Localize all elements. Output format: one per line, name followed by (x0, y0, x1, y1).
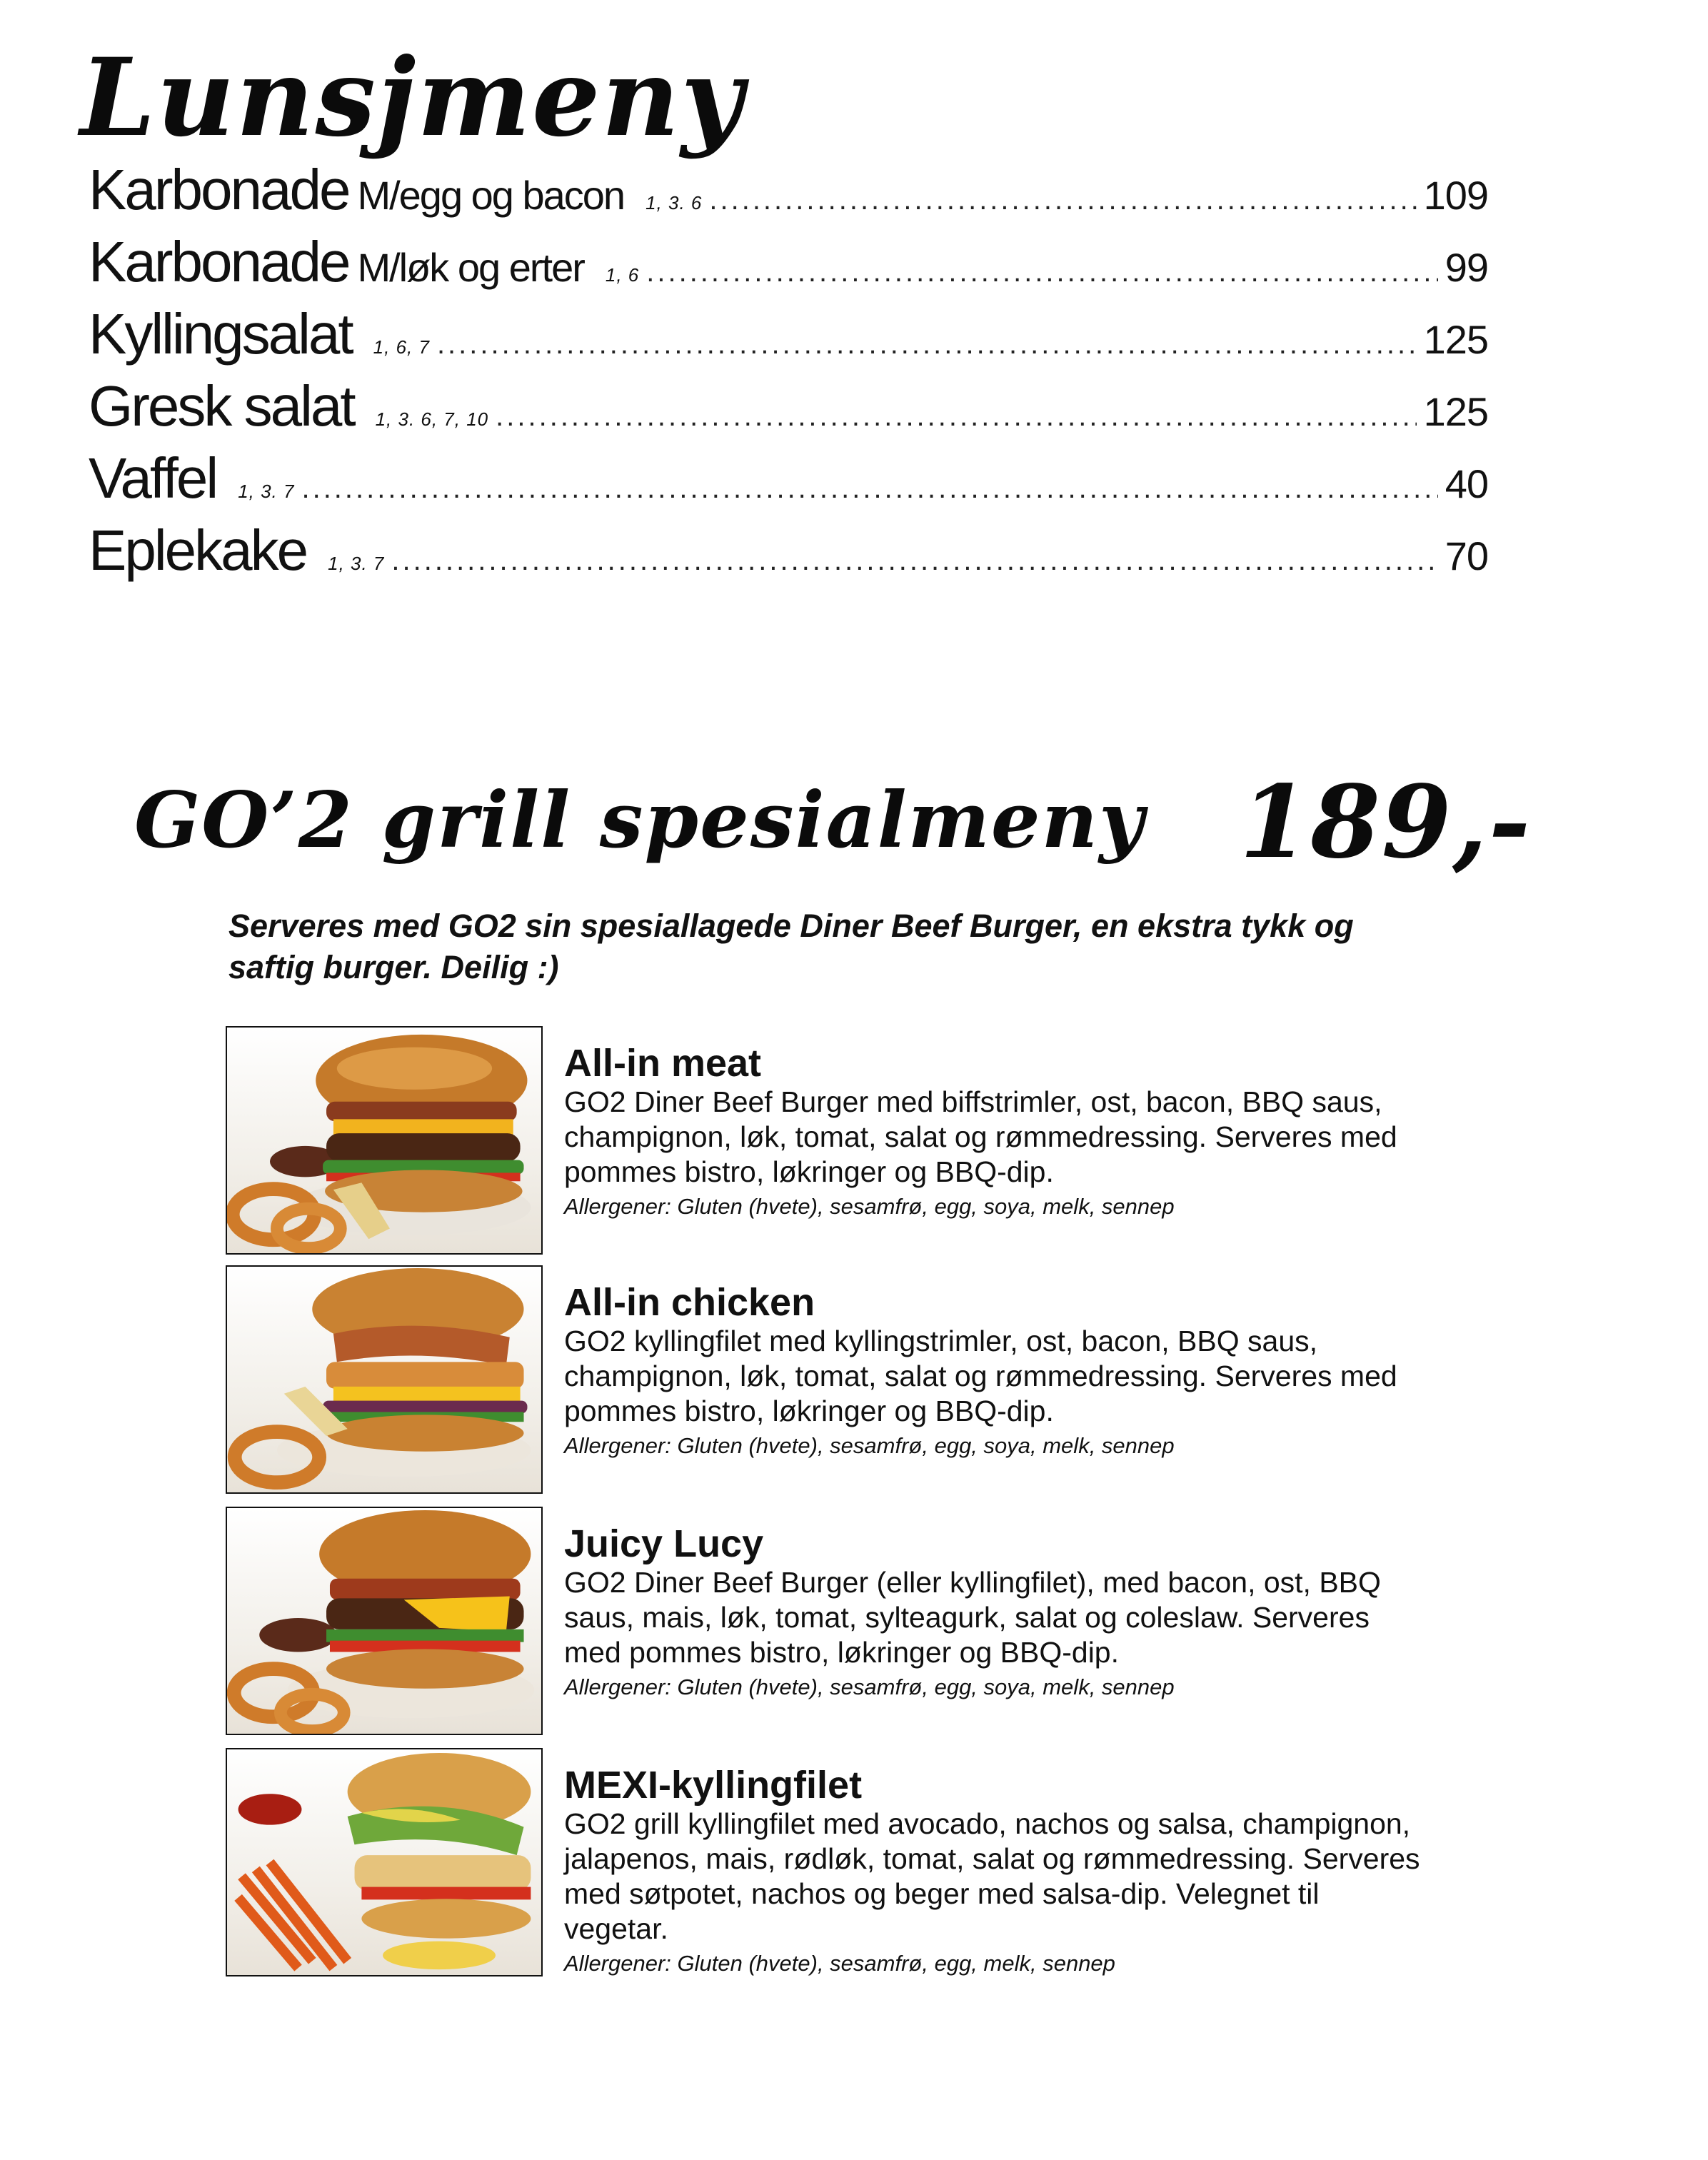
special-item (226, 1026, 1440, 1257)
lunsj-title: Lunsjmeny (80, 35, 745, 161)
burger-illustration (227, 1508, 541, 1734)
menu-item-allergens: 1, 3. 7 (328, 553, 385, 574)
burger-mexi-photo (226, 1748, 543, 1976)
menu-item-allergens: 1, 3. 6, 7, 10 (375, 408, 489, 430)
special-item-allergens: Allergener: Gluten (hvete), sesamfrø, egg, melk, sennep (564, 1951, 1115, 1976)
menu-item-name: Vaffel (89, 446, 217, 510)
menu-item-allergens: 1, 6, 7 (373, 336, 430, 358)
dot-leader (391, 545, 1437, 577)
burger-beef-photo (226, 1026, 543, 1255)
special-item-text (564, 1522, 1421, 1704)
burger-chicken-photo (226, 1265, 543, 1494)
special-item-text (564, 1281, 1421, 1463)
special-item-allergens: Allergener: Gluten (hvete), sesamfrø, egg, soya, melk, sennep (564, 1194, 1175, 1219)
menu-row (89, 301, 1488, 373)
menu-row (89, 373, 1488, 446)
special-item-title: All-in chicken (564, 1281, 815, 1324)
special-item (226, 1507, 1440, 1738)
menu-item-price: 40 (1445, 461, 1488, 506)
special-item-allergens: Allergener: Gluten (hvete), sesamfrø, egg, soya, melk, sennep (564, 1433, 1175, 1458)
menu-item-price: 125 (1423, 389, 1488, 434)
burger-illustration (227, 1028, 541, 1253)
special-item-body: GO2 Diner Beef Burger (eller kyllingfilet), med bacon, ost, BBQ saus, mais, løk, tomat, sylteagurk, salat og coleslaw. Serveres med pommes bistro, løkringer og BBQ-dip. (564, 1566, 1381, 1669)
menu-item-price: 125 (1423, 317, 1488, 362)
special-item-body: GO2 kyllingfilet med kyllingstrimler, ost, bacon, BBQ saus, champignon, løk, tomat, salat og rømmedressing. Serveres med pommes bistro, løkringer og BBQ-dip. (564, 1325, 1397, 1427)
special-item-title: Juicy Lucy (564, 1522, 764, 1565)
special-item-text (564, 1764, 1421, 1981)
menu-item-name: Kyllingsalat (89, 302, 352, 366)
special-item-allergens: Allergener: Gluten (hvete), sesamfrø, egg, soya, melk, sennep (564, 1674, 1175, 1699)
menu-item-sub: M/egg og bacon (357, 173, 625, 218)
lunsj-menu-list (89, 157, 1488, 590)
special-item (226, 1748, 1440, 1979)
menu-row (89, 157, 1488, 229)
menu-item-price: 70 (1445, 533, 1488, 578)
dot-leader (437, 328, 1417, 361)
burger-juicy-lucy-photo (226, 1507, 543, 1735)
dot-leader (646, 256, 1437, 288)
menu-item-name: Gresk salat (89, 374, 354, 438)
special-menu-title: GO’2 grill spesialmeny (134, 775, 1145, 865)
special-item-title: All-in meat (564, 1042, 762, 1085)
menu-item-price: 99 (1445, 245, 1488, 290)
menu-item-price: 109 (1423, 173, 1488, 218)
special-menu-description: Serveres med GO2 sin spesiallagede Diner Beef Burger, en ekstra tykk og saftig burger. Deilig :) (228, 908, 1354, 985)
menu-row (89, 518, 1488, 590)
special-item-text (564, 1042, 1421, 1224)
dot-leader (496, 401, 1416, 433)
menu-item-name: Eplekake (89, 518, 307, 582)
menu-item-allergens: 1, 6 (605, 264, 640, 286)
menu-row (89, 229, 1488, 301)
special-item-title: MEXI-kyllingfilet (564, 1764, 863, 1807)
special-item-body: GO2 Diner Beef Burger med biffstrimler, ost, bacon, BBQ saus, champignon, løk, tomat, salat og rømmedressing. Serveres med pommes bistro, løkringer og BBQ-dip. (564, 1085, 1397, 1188)
special-menu-price: 189,- (1240, 764, 1532, 881)
menu-item-name: Karbonade (89, 158, 349, 221)
dot-leader (709, 184, 1416, 216)
menu-item-sub: M/løk og erter (357, 245, 584, 290)
burger-illustration (227, 1267, 541, 1492)
burger-illustration (227, 1749, 541, 1975)
special-item (226, 1265, 1440, 1497)
menu-item-allergens: 1, 3. 7 (238, 481, 295, 502)
special-item-body: GO2 grill kyllingfilet med avocado, nachos og salsa, champignon, jalapenos, mais, rødløk, tomat, salat og rømmedressing. Serveres med søtpotet, nachos og beger med salsa-dip. Velegnet til vegetar. (564, 1807, 1420, 1945)
menu-item-name: Karbonade (89, 230, 349, 293)
menu-item-allergens: 1, 3. 6 (645, 192, 703, 214)
dot-leader (301, 473, 1437, 505)
menu-row (89, 446, 1488, 518)
